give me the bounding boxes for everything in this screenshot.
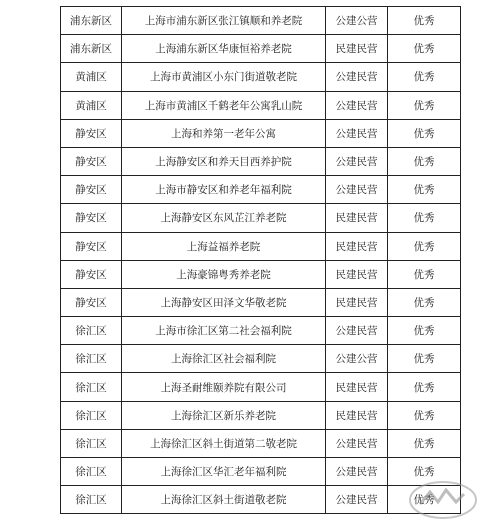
operation-type-cell: 民建民营 — [326, 260, 388, 288]
rating-cell: 优秀 — [388, 373, 461, 401]
institution-name-cell: 上海和养第一老年公寓 — [122, 119, 326, 147]
district-cell: 徐汇区 — [61, 317, 122, 345]
rating-cell: 优秀 — [388, 63, 461, 91]
table-row — [61, 176, 461, 204]
rating-cell: 优秀 — [388, 429, 461, 457]
rating-cell: 优秀 — [388, 204, 461, 232]
district-cell: 静安区 — [61, 288, 122, 316]
institution-name-cell: 上海徐汇区斜土街道敬老院 — [122, 486, 326, 514]
institution-name-cell: 上海市徐汇区第二社会福利院 — [122, 317, 326, 345]
institution-name-cell: 上海豪锦粤秀养老院 — [122, 260, 326, 288]
table-body — [61, 7, 461, 514]
institution-name-cell: 上海徐汇区华汇老年福利院 — [122, 458, 326, 486]
operation-type-cell: 公建民营 — [326, 63, 388, 91]
operation-type-cell: 公建民营 — [326, 119, 388, 147]
operation-type-cell: 公建公营 — [326, 7, 388, 35]
operation-type-cell: 公建民营 — [326, 429, 388, 457]
table-row — [61, 345, 461, 373]
institution-name-cell: 上海圣耐维颐养院有限公司 — [122, 373, 326, 401]
operation-type-cell: 民建民营 — [326, 288, 388, 316]
institution-name-cell: 上海静安区和养天目西养护院 — [122, 147, 326, 175]
institution-name-cell: 上海市静安区和养老年福利院 — [122, 176, 326, 204]
operation-type-cell: 民建民营 — [326, 35, 388, 63]
rating-cell: 优秀 — [388, 458, 461, 486]
rating-cell: 优秀 — [388, 147, 461, 175]
operation-type-cell: 公建民营 — [326, 458, 388, 486]
district-cell: 浦东新区 — [61, 35, 122, 63]
operation-type-cell: 民建民营 — [326, 204, 388, 232]
institution-name-cell: 上海浦东新区华康恒裕养老院 — [122, 35, 326, 63]
stamp-watermark-icon — [406, 478, 480, 522]
operation-type-cell: 公建民营 — [326, 176, 388, 204]
institution-name-cell: 上海市黄浦区千鹤老年公寓乳山院 — [122, 91, 326, 119]
rating-cell: 优秀 — [388, 35, 461, 63]
rating-cell: 优秀 — [388, 119, 461, 147]
district-cell: 静安区 — [61, 119, 122, 147]
nursing-home-ratings-table — [60, 6, 461, 514]
district-cell: 静安区 — [61, 176, 122, 204]
rating-cell: 优秀 — [388, 317, 461, 345]
institution-name-cell: 上海徐汇区新乐养老院 — [122, 401, 326, 429]
operation-type-cell: 民建民营 — [326, 373, 388, 401]
table-row — [61, 486, 461, 514]
table-row — [61, 260, 461, 288]
table-row — [61, 204, 461, 232]
district-cell: 静安区 — [61, 204, 122, 232]
rating-cell: 优秀 — [388, 91, 461, 119]
rating-cell: 优秀 — [388, 345, 461, 373]
district-cell: 徐汇区 — [61, 401, 122, 429]
table-row — [61, 7, 461, 35]
rating-cell: 优秀 — [388, 288, 461, 316]
table-row — [61, 35, 461, 63]
rating-cell: 优秀 — [388, 7, 461, 35]
district-cell: 静安区 — [61, 147, 122, 175]
table-row — [61, 91, 461, 119]
table-row — [61, 373, 461, 401]
table-row — [61, 429, 461, 457]
district-cell: 徐汇区 — [61, 429, 122, 457]
district-cell: 徐汇区 — [61, 486, 122, 514]
table-row — [61, 147, 461, 175]
district-cell: 徐汇区 — [61, 345, 122, 373]
district-cell: 静安区 — [61, 232, 122, 260]
operation-type-cell: 公建公营 — [326, 345, 388, 373]
table-row — [61, 288, 461, 316]
rating-cell: 优秀 — [388, 176, 461, 204]
rating-cell: 优秀 — [388, 232, 461, 260]
operation-type-cell: 民建民营 — [326, 232, 388, 260]
institution-name-cell: 上海市浦东新区张江镇顺和养老院 — [122, 7, 326, 35]
operation-type-cell: 公建民营 — [326, 147, 388, 175]
district-cell: 徐汇区 — [61, 373, 122, 401]
district-cell: 浦东新区 — [61, 7, 122, 35]
operation-type-cell: 公建民营 — [326, 91, 388, 119]
institution-name-cell: 上海徐汇区社会福利院 — [122, 345, 326, 373]
rating-cell: 优秀 — [388, 486, 461, 514]
institution-name-cell: 上海市黄浦区小东门街道敬老院 — [122, 63, 326, 91]
table-row — [61, 317, 461, 345]
operation-type-cell: 公建民营 — [326, 317, 388, 345]
table-row — [61, 119, 461, 147]
table-row — [61, 63, 461, 91]
district-cell: 黄浦区 — [61, 63, 122, 91]
rating-cell: 优秀 — [388, 260, 461, 288]
table-row — [61, 232, 461, 260]
district-cell: 静安区 — [61, 260, 122, 288]
table-row — [61, 401, 461, 429]
institution-name-cell: 上海益福养老院 — [122, 232, 326, 260]
institution-name-cell: 上海静安区田泽文华敬老院 — [122, 288, 326, 316]
district-cell: 徐汇区 — [61, 458, 122, 486]
rating-cell: 优秀 — [388, 401, 461, 429]
table-row — [61, 458, 461, 486]
institution-name-cell: 上海静安区东风芷江养老院 — [122, 204, 326, 232]
district-cell: 黄浦区 — [61, 91, 122, 119]
institution-name-cell: 上海徐汇区斜土街道第二敬老院 — [122, 429, 326, 457]
operation-type-cell: 民建民营 — [326, 401, 388, 429]
operation-type-cell: 公建民营 — [326, 486, 388, 514]
